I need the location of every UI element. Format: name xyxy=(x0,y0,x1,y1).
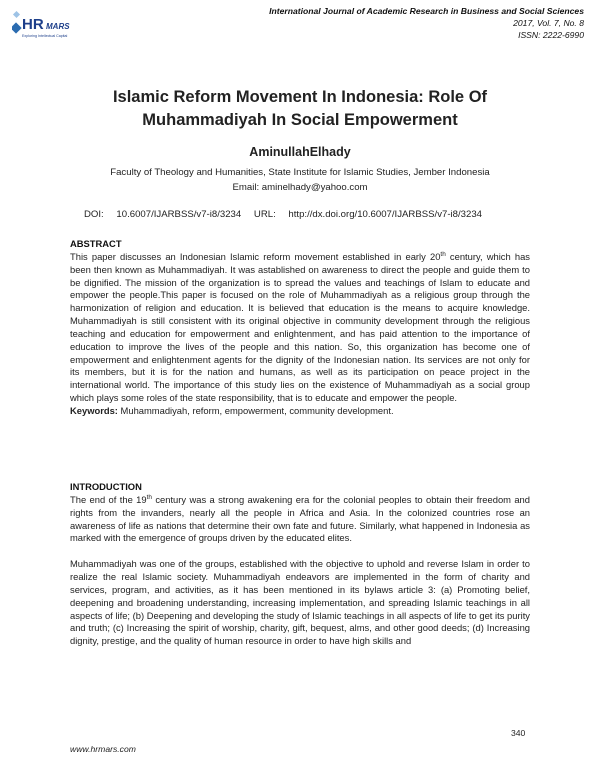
introduction-section xyxy=(70,481,530,648)
author-affiliation-block xyxy=(0,165,600,195)
url-label: URL: xyxy=(253,209,276,220)
abstract-section xyxy=(70,238,530,418)
paper-title-line-2: Muhammadiyah In Social Empowerment xyxy=(142,111,458,129)
logo-hr-text: HR xyxy=(22,16,44,33)
journal-volume: 2017, Vol. 7, No. 8 xyxy=(513,18,584,28)
doi-label: DOI: xyxy=(84,209,104,220)
url-link[interactable]: http://dx.doi.org/10.6007/IJARBSS/v7-i8/3234 xyxy=(288,209,483,220)
doi-line xyxy=(84,209,540,220)
introduction-paragraph-1: The end of the 19th century was a strong awakening era for the colonial peoples to obtain their freedom and rights from the invanders, nearly all the people in Africa and Asia. In the colonized countries rose an awareness of life as nations that determine their own fate and future. Similarly, what happened in Indonesia as marked with the emergence of groups driven by the educated elites. xyxy=(70,493,530,544)
abstract-text: This paper discusses an Indonesian Islamic reform movement established in early 20th century, which has been then known as Muhammadiyah. It was astablished on awareness to direct the people and guide them to be dignified. The mission of the organization is to spread the values and teachings of Islam to educate and empower the people.This paper is focused on the role of Muhammadiyah as a religious group through the harmonization of religion and education. It is believed that education is the means to acquire knowledge. Muhammadiyah is still consistent with its original objective in community development through the religious teaching and education for empowerment and enlightenment, and has paid attention to the importance of education to improve the lives of the people and this nation. So, this organization has become one of empowerment and enlightenment agents for the dignity of the Indonesian nation. Its services are not only for its members, but it is for the nation and humans, as well as its participation on peace project in the international world. The importance of this study lies on the existence of Muhammadiyah as a social group which plays some roles of the state responsibility, that is to educate and empower the people. xyxy=(70,250,530,404)
keywords-label: Keywords: xyxy=(70,404,118,416)
logo-mars-text: MARS xyxy=(46,22,70,31)
paper-title xyxy=(60,86,540,132)
paper-title-line-1: Islamic Reform Movement In Indonesia: Role Of xyxy=(112,88,488,106)
keywords-line xyxy=(70,405,530,418)
introduction-heading: INTRODUCTION xyxy=(70,481,142,492)
page-number: 340 xyxy=(511,728,526,738)
journal-name: International Journal of Academic Research in Business and Social Sciences xyxy=(269,6,584,16)
hrmars-logo-graphic xyxy=(12,10,102,44)
hrmars-logo xyxy=(12,10,102,44)
journal-issn: ISSN: 2222-6990 xyxy=(518,30,584,40)
abstract-heading: ABSTRACT xyxy=(70,238,122,249)
doi-value: 10.6007/IJARBSS/v7-i8/3234 xyxy=(116,209,242,220)
logo-tagline: Exploring Intellectual Capital xyxy=(22,34,68,38)
author-affiliation: Faculty of Theology and Humanities, State Institute for Islamic Studies, Jember Indonesia xyxy=(110,167,490,178)
footer-url[interactable]: www.hrmars.com xyxy=(70,744,136,754)
journal-header xyxy=(269,5,584,41)
keywords-text: Muhammadiyah, reform, empowerment, community development. xyxy=(117,404,394,416)
author-name: AminullahElhady xyxy=(249,145,351,159)
introduction-paragraph-2: Muhammadiyah was one of the groups, established with the objective to uphold and reverse Islam in order to realize the real Islamic society. Muhammadiyah endeavors are implemented in the form of charity and services, program, and activities, as it has been mentioned in its bylaws article 3: (a) Promoting belief, deepening and broadening understanding, increasing implementation, and spreading Islamic teachings in all aspects of life; (b) Deepening and developing the study of Islamic teachings in all aspects of life to get its purity and truth; (c) Increasing the spirit of worship, charity, gift, bequest, alms, and other good deeds; (d) Increasing dignity, prestige, and the quality of human resource in order to have high skills and xyxy=(70,558,530,647)
author-email: Email: aminelhady@yahoo.com xyxy=(232,182,368,193)
